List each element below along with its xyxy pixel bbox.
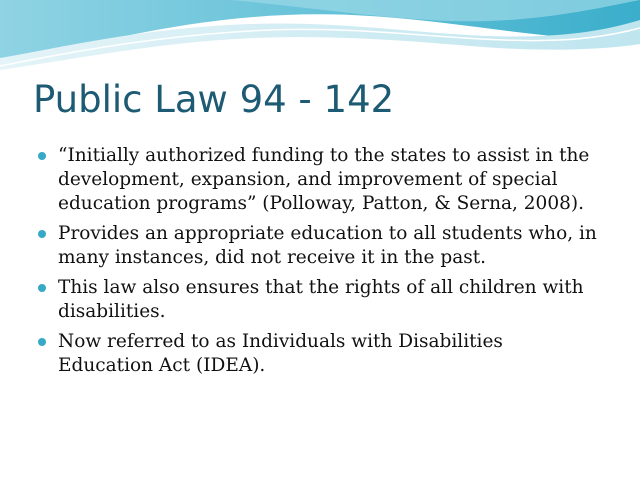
bullet-item (38, 222, 598, 270)
bullet-item (38, 276, 598, 324)
decorative-wave-header (0, 0, 640, 80)
bullet-dot-icon (38, 230, 46, 238)
bullet-text: Provides an appropriate education to all students who, in many instances, did not receive it in the past. (58, 223, 597, 268)
bullet-list (38, 144, 598, 384)
bullet-dot-icon (38, 152, 46, 160)
bullet-text: This law also ensures that the rights of all children with disabilities. (58, 277, 584, 322)
bullet-text: Now referred to as Individuals with Disabilities Education Act (IDEA). (58, 331, 503, 376)
bullet-dot-icon (38, 284, 46, 292)
bullet-dot-icon (38, 338, 46, 346)
bullet-text: “Initially authorized funding to the states to assist in the development, expansion, and improvement of special education programs” (Polloway, Patton, & Serna, 2008). (58, 145, 590, 214)
bullet-item (38, 144, 598, 216)
bullet-item (38, 330, 598, 378)
slide-title: Public Law 94 - 142 (33, 78, 395, 121)
